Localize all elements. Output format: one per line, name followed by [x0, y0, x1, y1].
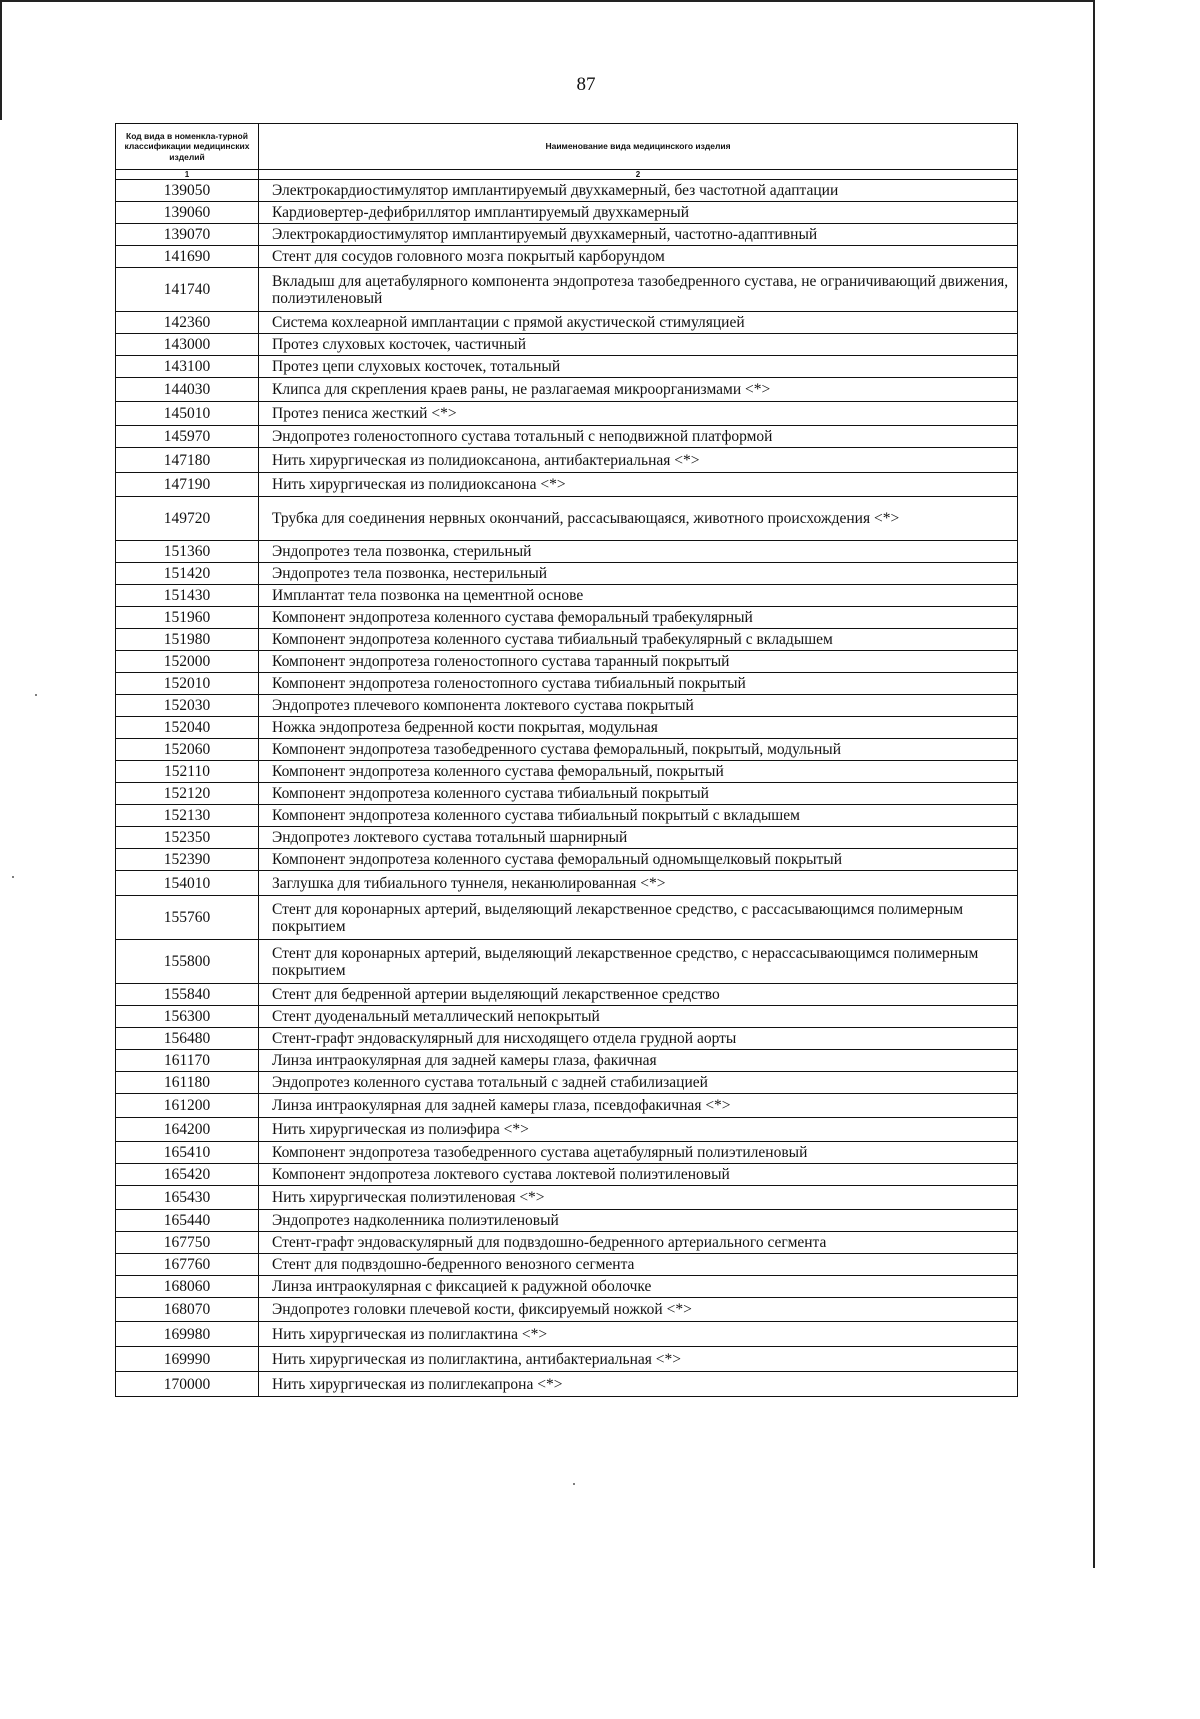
device-name: Стент для подвздошно-бедренного венозного сегмента — [259, 1254, 1018, 1276]
device-code: 139050 — [116, 180, 259, 202]
scan-edge-top — [0, 0, 1095, 2]
table-body — [116, 124, 1018, 1397]
table-row — [116, 651, 1018, 673]
table-row — [116, 1372, 1018, 1397]
device-name: Кардиовертер-дефибриллятор имплантируемый двухкамерный — [259, 202, 1018, 224]
device-name: Компонент эндопротеза голеностопного сустава тибиальный покрытый — [259, 673, 1018, 695]
table-row — [116, 1164, 1018, 1186]
device-name: Эндопротез тела позвонка, стерильный — [259, 541, 1018, 563]
device-name: Компонент эндопротеза тазобедренного сустава феморальный, покрытый, модульный — [259, 739, 1018, 761]
device-name: Компонент эндопротеза коленного сустава феморальный одномыщелковый покрытый — [259, 849, 1018, 871]
table-row — [116, 783, 1018, 805]
device-name: Компонент эндопротеза коленного сустава тибиальный покрытый с вкладышем — [259, 805, 1018, 827]
table-row — [116, 448, 1018, 473]
device-code: 155840 — [116, 984, 259, 1006]
device-name: Эндопротез локтевого сустава тотальный шарнирный — [259, 827, 1018, 849]
table-row — [116, 1298, 1018, 1322]
device-code: 161170 — [116, 1050, 259, 1072]
table-row — [116, 827, 1018, 849]
table-row — [116, 563, 1018, 585]
device-code: 151980 — [116, 629, 259, 651]
scan-edge-left — [0, 0, 2, 120]
table-row — [116, 1276, 1018, 1298]
table-row — [116, 202, 1018, 224]
device-name: Эндопротез надколенника полиэтиленовый — [259, 1210, 1018, 1232]
device-code: 152350 — [116, 827, 259, 849]
header-name: Наименование вида медицинского изделия — [259, 124, 1018, 170]
device-code: 152390 — [116, 849, 259, 871]
device-name: Линза интраокулярная для задней камеры глаза, факичная — [259, 1050, 1018, 1072]
device-code: 169980 — [116, 1322, 259, 1347]
device-code: 155800 — [116, 940, 259, 984]
device-code: 151360 — [116, 541, 259, 563]
scan-speck — [12, 876, 14, 878]
device-code: 152120 — [116, 783, 259, 805]
device-code: 139070 — [116, 224, 259, 246]
table-row — [116, 984, 1018, 1006]
device-name: Стент-графт эндоваскулярный для нисходящего отдела грудной аорты — [259, 1028, 1018, 1050]
device-name: Стент для коронарных артерий, выделяющий лекарственное средство, с нерассасывающимся полимерным покрытием — [259, 940, 1018, 984]
device-name: Нить хирургическая из полиглактина, антибактериальная <*> — [259, 1347, 1018, 1372]
table-row — [116, 180, 1018, 202]
device-code: 152010 — [116, 673, 259, 695]
table-row — [116, 541, 1018, 563]
device-name: Протез цепи слуховых косточек, тотальный — [259, 356, 1018, 378]
table-row — [116, 1050, 1018, 1072]
device-code: 149720 — [116, 497, 259, 541]
device-code: 167750 — [116, 1232, 259, 1254]
device-name: Имплантат тела позвонка на цементной основе — [259, 585, 1018, 607]
table-row — [116, 629, 1018, 651]
device-code: 170000 — [116, 1372, 259, 1397]
device-code: 144030 — [116, 378, 259, 402]
table-row — [116, 1028, 1018, 1050]
table-row — [116, 871, 1018, 896]
device-name: Эндопротез коленного сустава тотальный с задней стабилизацией — [259, 1072, 1018, 1094]
table-row — [116, 607, 1018, 629]
scan-edge-right — [1093, 0, 1095, 1568]
device-name: Нить хирургическая из полидиоксанона, антибактериальная <*> — [259, 448, 1018, 473]
device-code: 161200 — [116, 1094, 259, 1118]
device-name: Компонент эндопротеза коленного сустава тибиальный покрытый — [259, 783, 1018, 805]
device-code: 156480 — [116, 1028, 259, 1050]
device-code: 164200 — [116, 1118, 259, 1142]
device-name: Стент для бедренной артерии выделяющий лекарственное средство — [259, 984, 1018, 1006]
device-code: 139060 — [116, 202, 259, 224]
device-name: Нить хирургическая из полидиоксанона <*> — [259, 473, 1018, 497]
device-code: 167760 — [116, 1254, 259, 1276]
table-row — [116, 849, 1018, 871]
device-code: 152040 — [116, 717, 259, 739]
device-name: Компонент эндопротеза коленного сустава феморальный, покрытый — [259, 761, 1018, 783]
device-name: Электрокардиостимулятор имплантируемый двухкамерный, без частотной адаптации — [259, 180, 1018, 202]
table-row — [116, 426, 1018, 448]
device-code: 152000 — [116, 651, 259, 673]
table-row — [116, 940, 1018, 984]
table-row — [116, 334, 1018, 356]
device-name: Эндопротез головки плечевой кости, фиксируемый ножкой <*> — [259, 1298, 1018, 1322]
device-name: Компонент эндопротеза голеностопного сустава таранный покрытый — [259, 651, 1018, 673]
column-index-2: 2 — [259, 170, 1018, 180]
column-index-1: 1 — [116, 170, 259, 180]
table-row — [116, 402, 1018, 426]
table-row — [116, 268, 1018, 312]
device-name: Трубка для соединения нервных окончаний, рассасывающаяся, животного происхождения <*> — [259, 497, 1018, 541]
device-code: 141740 — [116, 268, 259, 312]
table-row — [116, 1347, 1018, 1372]
device-code: 147180 — [116, 448, 259, 473]
table-row — [116, 1142, 1018, 1164]
device-code: 155760 — [116, 896, 259, 940]
device-code: 165430 — [116, 1186, 259, 1210]
device-code: 165440 — [116, 1210, 259, 1232]
table-row — [116, 1322, 1018, 1347]
device-name: Нить хирургическая полиэтиленовая <*> — [259, 1186, 1018, 1210]
table-row — [116, 739, 1018, 761]
table-row — [116, 805, 1018, 827]
table-row — [116, 1186, 1018, 1210]
device-code: 152030 — [116, 695, 259, 717]
table-row — [116, 1094, 1018, 1118]
device-name: Ножка эндопротеза бедренной кости покрытая, модульная — [259, 717, 1018, 739]
device-code: 151960 — [116, 607, 259, 629]
device-name: Стент дуоденальный металлический непокрытый — [259, 1006, 1018, 1028]
scan-speck — [573, 1483, 575, 1485]
table-row — [116, 1006, 1018, 1028]
scan-speck — [35, 694, 37, 696]
device-name: Нить хирургическая из полиглекапрона <*> — [259, 1372, 1018, 1397]
device-name: Эндопротез голеностопного сустава тотальный с неподвижной платформой — [259, 426, 1018, 448]
device-code: 169990 — [116, 1347, 259, 1372]
device-code: 142360 — [116, 312, 259, 334]
device-code: 143000 — [116, 334, 259, 356]
device-name: Нить хирургическая из полиэфира <*> — [259, 1118, 1018, 1142]
table-row — [116, 246, 1018, 268]
table-row — [116, 761, 1018, 783]
device-name: Стент для коронарных артерий, выделяющий лекарственное средство, с рассасывающимся полимерным покрытием — [259, 896, 1018, 940]
device-code: 147190 — [116, 473, 259, 497]
table-row — [116, 224, 1018, 246]
column-index-row — [116, 170, 1018, 180]
device-name: Заглушка для тибиального туннеля, неканюлированная <*> — [259, 871, 1018, 896]
header-code: Код вида в номенкла-турной классификации медицинских изделий — [116, 124, 259, 170]
page-number: 87 — [576, 74, 596, 95]
device-code: 152130 — [116, 805, 259, 827]
device-name: Клипса для скрепления краев раны, не разлагаемая микроорганизмами <*> — [259, 378, 1018, 402]
medical-device-table — [115, 123, 1018, 1397]
table-row — [116, 695, 1018, 717]
table-row — [116, 585, 1018, 607]
device-name: Протез пениса жесткий <*> — [259, 402, 1018, 426]
device-code: 156300 — [116, 1006, 259, 1028]
device-name: Компонент эндопротеза тазобедренного сустава ацетабулярный полиэтиленовый — [259, 1142, 1018, 1164]
device-code: 152060 — [116, 739, 259, 761]
table-row — [116, 497, 1018, 541]
device-code: 168060 — [116, 1276, 259, 1298]
device-name: Компонент эндопротеза коленного сустава тибиальный трабекулярный с вкладышем — [259, 629, 1018, 651]
device-code: 165420 — [116, 1164, 259, 1186]
device-name: Система кохлеарной имплантации с прямой акустической стимуляцией — [259, 312, 1018, 334]
device-name: Стент для сосудов головного мозга покрытый карборундом — [259, 246, 1018, 268]
table-row — [116, 1232, 1018, 1254]
table-row — [116, 1118, 1018, 1142]
device-name: Эндопротез тела позвонка, нестерильный — [259, 563, 1018, 585]
device-code: 143100 — [116, 356, 259, 378]
device-name: Эндопротез плечевого компонента локтевого сустава покрытый — [259, 695, 1018, 717]
table-row — [116, 1072, 1018, 1094]
device-name: Нить хирургическая из полиглактина <*> — [259, 1322, 1018, 1347]
table-row — [116, 673, 1018, 695]
device-code: 161180 — [116, 1072, 259, 1094]
table-row — [116, 312, 1018, 334]
table-row — [116, 1210, 1018, 1232]
device-name: Компонент эндопротеза локтевого сустава локтевой полиэтиленовый — [259, 1164, 1018, 1186]
device-name: Компонент эндопротеза коленного сустава феморальный трабекулярный — [259, 607, 1018, 629]
device-code: 165410 — [116, 1142, 259, 1164]
device-code: 145010 — [116, 402, 259, 426]
device-code: 168070 — [116, 1298, 259, 1322]
device-name: Протез слуховых косточек, частичный — [259, 334, 1018, 356]
device-code: 145970 — [116, 426, 259, 448]
device-name: Стент-графт эндоваскулярный для подвздошно-бедренного артериального сегмента — [259, 1232, 1018, 1254]
device-name: Линза интраокулярная с фиксацией к радужной оболочке — [259, 1276, 1018, 1298]
device-name: Электрокардиостимулятор имплантируемый двухкамерный, частотно-адаптивный — [259, 224, 1018, 246]
device-name: Линза интраокулярная для задней камеры глаза, псевдофакичная <*> — [259, 1094, 1018, 1118]
table-row — [116, 1254, 1018, 1276]
device-code: 154010 — [116, 871, 259, 896]
table-row — [116, 896, 1018, 940]
table-header-row — [116, 124, 1018, 170]
table-row — [116, 717, 1018, 739]
device-name: Вкладыш для ацетабулярного компонента эндопротеза тазобедренного сустава, не ограничивающий движения, полиэтиленовый — [259, 268, 1018, 312]
table-row — [116, 356, 1018, 378]
device-code: 152110 — [116, 761, 259, 783]
table-row — [116, 378, 1018, 402]
device-code: 151430 — [116, 585, 259, 607]
device-code: 151420 — [116, 563, 259, 585]
device-code: 141690 — [116, 246, 259, 268]
table-row — [116, 473, 1018, 497]
